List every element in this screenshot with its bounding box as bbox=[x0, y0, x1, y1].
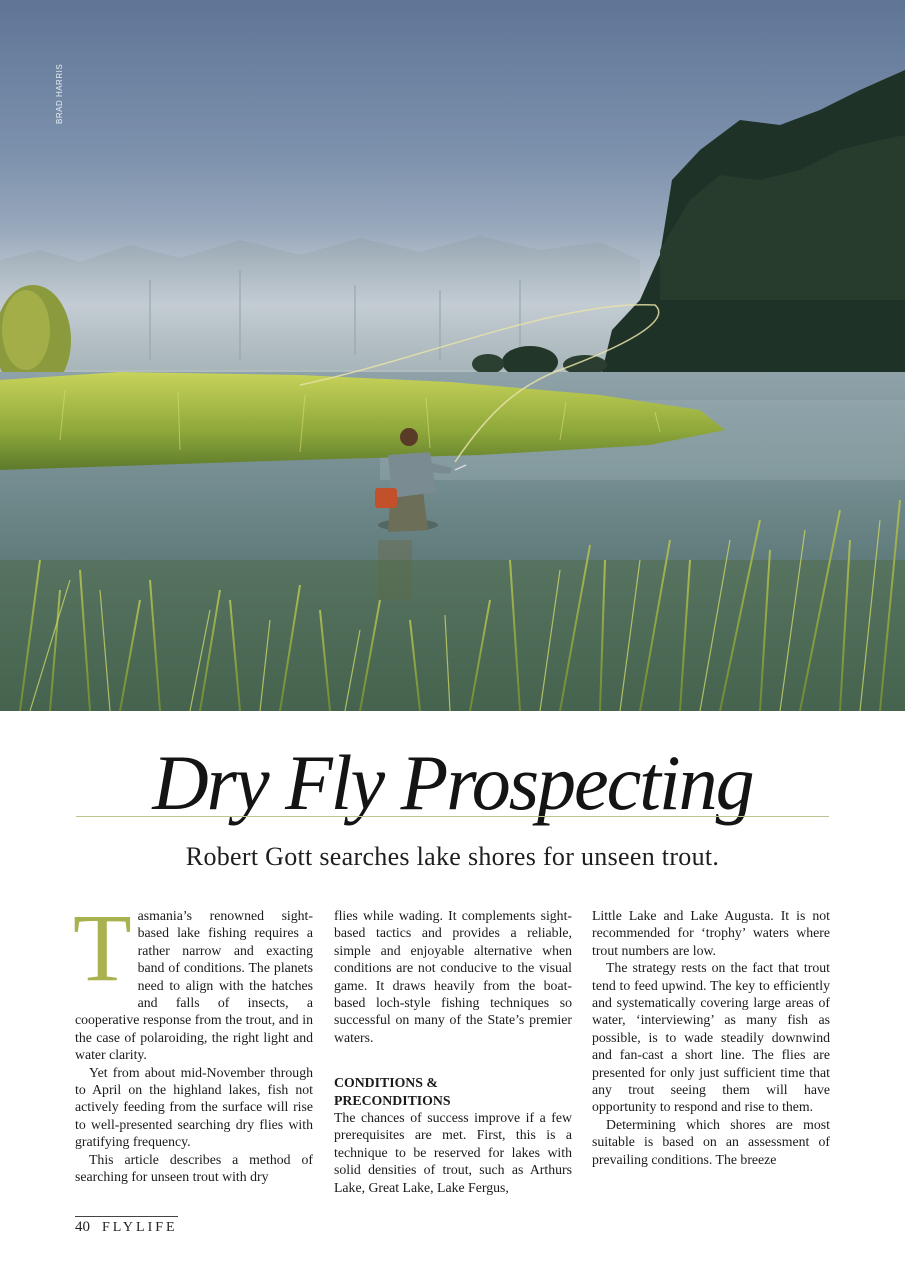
drop-cap: T bbox=[73, 894, 132, 1001]
magazine-name: FLYLIFE bbox=[102, 1220, 178, 1235]
paragraph-1-text: asmania’s renowned sight-based lake fishing requires a rather narrow and exacting band of conditions. The planets need to align with the hatches and falls of insects, a cooperative response from the trout, and in the case of polaroiding, the right light and water clarity. bbox=[75, 908, 313, 1063]
paragraph-1 bbox=[73, 894, 313, 1064]
paragraph-4: flies while wading. It complements sight-based tactics and provides a reliable, simple and enjoyable alternative when conditions are not conducive to the visual game. It draws heavily from the boat-based loch-style fishing techniques so successful on many of the State’s premier waters. bbox=[334, 908, 572, 1045]
paragraph-5: The chances of success improve if a few prerequisites are met. First, this is a technique to be reserved for lakes with solid densities of trout, such as Arthurs Lake, Great Lake, Lake Fergus, bbox=[334, 1110, 572, 1195]
column-1 bbox=[73, 894, 313, 1186]
article-subtitle: Robert Gott searches lake shores for unseen trout. bbox=[185, 842, 720, 871]
photo-credit: BRAD HARRIS bbox=[55, 64, 64, 125]
section-heading-line-2: PRECONDITIONS bbox=[334, 1092, 451, 1108]
paragraph-3: This article describes a method of searching for unseen trout with dry bbox=[75, 1151, 313, 1185]
column-3 bbox=[592, 907, 830, 1168]
paragraph-8: Determining which shores are most suitable is based on an assessment of prevailing conditions. The breeze bbox=[592, 1116, 830, 1167]
column-2 bbox=[334, 907, 572, 1196]
paragraph-2: Yet from about mid-November through to April on the highland lakes, fish not actively feeding from the surface will rise to well-presented searching dry flies with gratifying frequency. bbox=[75, 1064, 313, 1150]
page-footer bbox=[75, 1216, 178, 1236]
section-heading bbox=[334, 1074, 572, 1109]
article-title: Dry Fly Prospecting bbox=[152, 739, 753, 826]
paragraph-6: Little Lake and Lake Augusta. It is not recommended for ‘trophy’ waters where trout numbers are low. bbox=[592, 908, 830, 958]
page-number: 40 bbox=[75, 1219, 90, 1235]
paragraph-7: The strategy rests on the fact that trout tend to feed upwind. The key to efficiently and systematically covering large areas of water, ‘interviewing’ as many fish as possible, is to wade steadily downwind and fan-cast a short line. The flies are presented for only just sufficient time that any trout seeing them will have opportunity to respond and rise to them. bbox=[592, 960, 830, 1115]
title-divider bbox=[76, 816, 829, 817]
section-heading-line-1: CONDITIONS & bbox=[334, 1075, 438, 1091]
